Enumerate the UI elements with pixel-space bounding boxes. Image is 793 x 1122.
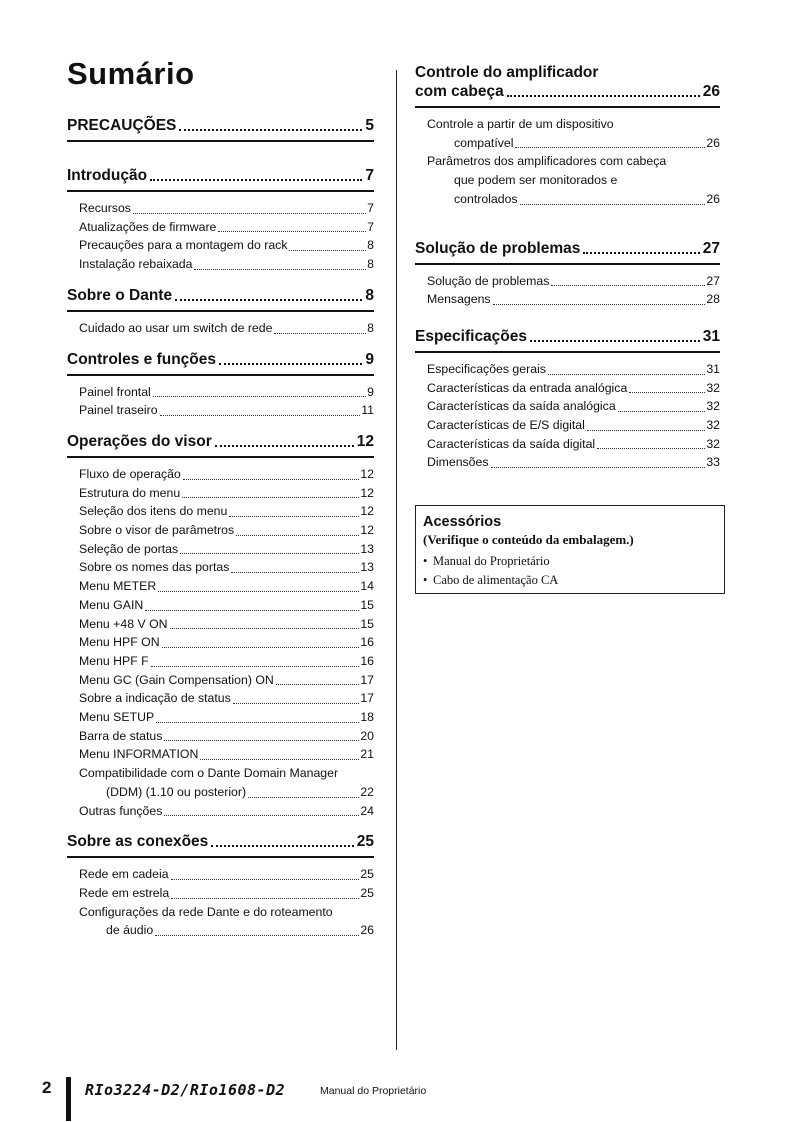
model-name: RIo3224-D2/RIo1608-D2 (85, 1081, 286, 1099)
item-label: Barra de status (79, 728, 163, 743)
toc-item[interactable] (427, 115, 720, 152)
dot-leader (164, 740, 359, 741)
dot-leader (551, 285, 705, 286)
accessories-box (415, 505, 725, 594)
item-label: Sobre a indicação de status (79, 691, 231, 706)
item-page: 14 (360, 579, 374, 594)
dot-leader (248, 797, 359, 798)
item-page: 33 (706, 455, 720, 470)
item-page: 12 (360, 466, 374, 481)
item-label-line2: compatível (454, 135, 514, 150)
item-page: 12 (360, 504, 374, 519)
list-item (423, 552, 717, 571)
toc-item[interactable] (79, 401, 374, 420)
toc-item[interactable] (79, 577, 374, 596)
item-page: 9 (367, 384, 374, 399)
accessories-subtitle: (Verifique o conteúdo da embalagem.) (423, 532, 634, 547)
accessory-label: Cabo de alimentação CA (433, 572, 559, 587)
item-label: Menu INFORMATION (79, 747, 199, 762)
item-page: 32 (706, 380, 720, 395)
toc-section-troubleshooting (415, 239, 720, 309)
dot-leader (229, 516, 359, 517)
item-page: 28 (706, 292, 720, 307)
heading-title: Sobre as conexões (67, 833, 209, 851)
dot-leader (182, 497, 359, 498)
dot-leader (170, 628, 360, 629)
item-label-line1: Configurações da rede Dante e do roteamento (79, 904, 333, 919)
heading-title: Sobre o Dante (67, 286, 173, 304)
heading-title-line1: Controle do amplificador (415, 64, 599, 81)
item-label: Outras funções (79, 803, 163, 818)
heading-page: 7 (365, 167, 374, 184)
item-page: 17 (360, 691, 374, 706)
item-page: 26 (706, 135, 720, 150)
item-page: 31 (706, 361, 720, 376)
item-label: Dimensões (427, 455, 489, 470)
toc-item[interactable] (79, 199, 374, 218)
toc-right-column (415, 63, 720, 484)
dot-leader (215, 445, 354, 447)
dot-leader (180, 553, 359, 554)
item-label: Rede em cadeia (79, 867, 169, 882)
item-label: Seleção dos itens do menu (79, 504, 228, 519)
item-label: Fluxo de operação (79, 466, 181, 481)
toc-heading[interactable] (415, 63, 720, 108)
toc-item[interactable] (79, 865, 374, 884)
heading-page: 5 (365, 117, 374, 134)
item-page: 22 (360, 784, 374, 799)
item-label-line2: (DDM) (1.10 ou posterior) (106, 784, 247, 799)
toc-item[interactable] (79, 802, 374, 821)
accessories-list (423, 552, 717, 589)
item-label: Atualizações de firmware (79, 219, 217, 234)
dot-leader (520, 204, 706, 205)
item-page: 12 (360, 523, 374, 538)
dot-leader (507, 95, 700, 97)
item-label: Sobre o visor de parâmetros (79, 523, 235, 538)
dot-leader (150, 179, 362, 181)
toc-item[interactable] (427, 453, 720, 472)
item-label: Características da saída digital (427, 436, 596, 451)
toc-item[interactable] (79, 689, 374, 708)
heading-page: 31 (702, 327, 720, 345)
item-label: Menu HPF ON (79, 635, 160, 650)
toc-heading[interactable] (67, 432, 374, 458)
item-page: 25 (360, 885, 374, 900)
dot-leader (236, 535, 359, 536)
heading-page: 26 (702, 83, 720, 100)
item-label: Menu HPF F (79, 653, 149, 668)
item-page: 7 (367, 201, 374, 215)
item-page: 26 (360, 923, 374, 938)
item-label: Menu GAIN (79, 597, 144, 612)
dot-leader (211, 845, 353, 847)
item-page: 32 (706, 418, 720, 433)
toc-item[interactable] (79, 745, 374, 764)
dot-leader (493, 304, 706, 305)
item-label: Menu METER (79, 579, 157, 594)
toc-section-dante (67, 286, 374, 338)
toc-item[interactable] (427, 435, 720, 454)
heading-title: Especificações (415, 327, 528, 345)
item-label: Seleção de portas (79, 541, 179, 556)
dot-leader (145, 610, 359, 611)
item-page: 20 (360, 728, 374, 743)
toc-section-controls (67, 350, 374, 420)
item-label-line1: Parâmetros dos amplificadores com cabeça (427, 154, 667, 169)
toc-item[interactable] (79, 596, 374, 615)
toc-item[interactable] (79, 558, 374, 577)
item-page: 13 (360, 541, 374, 556)
dot-leader (218, 231, 366, 232)
item-page: 15 (360, 616, 374, 631)
heading-page: 25 (356, 833, 374, 851)
item-page: 15 (360, 597, 374, 612)
item-page: 7 (367, 219, 374, 234)
toc-item[interactable] (79, 884, 374, 903)
heading-title: PRECAUÇÕES (67, 117, 177, 134)
item-label: Características da entrada analógica (427, 380, 628, 395)
column-divider (396, 70, 397, 1050)
list-item (423, 571, 717, 590)
toc-heading[interactable] (67, 286, 374, 312)
item-page: 8 (367, 257, 374, 272)
item-label: Painel traseiro (79, 403, 158, 418)
bullet-icon: • (423, 572, 428, 587)
item-label: Menu GC (Gain Compensation) ON (79, 672, 274, 687)
dot-leader (274, 333, 366, 334)
dot-leader (171, 879, 360, 880)
dot-leader (491, 467, 706, 468)
toc-item[interactable] (79, 218, 374, 237)
dot-leader (133, 213, 366, 214)
item-label-line1: Compatibilidade com o Dante Domain Manager (79, 766, 339, 781)
heading-page: 9 (365, 350, 374, 368)
item-label: Menu SETUP (79, 710, 155, 725)
toc-item[interactable] (79, 521, 374, 540)
item-page: 8 (367, 320, 374, 335)
toc-item[interactable] (427, 290, 720, 309)
item-page: 18 (360, 710, 374, 725)
toc-item[interactable] (79, 383, 374, 402)
item-label: Sobre os nomes das portas (79, 560, 230, 575)
toc-item[interactable] (79, 484, 374, 503)
item-page: 32 (706, 436, 720, 451)
toc-heading[interactable] (67, 166, 374, 192)
item-page: 32 (706, 399, 720, 414)
dot-leader (194, 269, 366, 270)
item-page: 16 (360, 635, 374, 650)
toc-heading[interactable] (67, 832, 374, 858)
toc-heading[interactable] (415, 327, 720, 353)
dot-leader (515, 147, 705, 148)
dot-leader (164, 815, 359, 816)
heading-title: Introdução (67, 167, 148, 184)
item-label: Painel frontal (79, 384, 151, 399)
dot-leader (276, 684, 360, 685)
item-label: Características de E/S digital (427, 418, 585, 433)
item-label: Mensagens (427, 292, 491, 307)
toc-item[interactable] (79, 236, 374, 255)
toc-item[interactable] (427, 152, 720, 208)
dot-leader (155, 935, 359, 936)
toc-item[interactable] (427, 379, 720, 398)
toc-heading[interactable] (67, 116, 374, 142)
accessories-title: Acessórios (423, 514, 502, 530)
toc-item[interactable] (427, 272, 720, 291)
toc-item[interactable] (79, 764, 374, 801)
dot-leader (156, 722, 359, 723)
item-label: Recursos (79, 201, 131, 215)
dot-leader (162, 647, 360, 648)
item-page: 12 (360, 485, 374, 500)
item-page: 17 (360, 672, 374, 687)
item-label: Instalação rebaixada (79, 257, 193, 272)
page-number: 2 (42, 1078, 52, 1097)
heading-title: Controles e funções (67, 350, 216, 368)
heading-title: Solução de problemas (415, 239, 581, 257)
dot-leader (587, 430, 705, 431)
toc-heading[interactable] (415, 239, 720, 265)
item-label-line2: de áudio (106, 923, 154, 938)
dot-leader (151, 666, 360, 667)
toc-section-precautions (67, 116, 374, 142)
item-label-line1: Controle a partir de um dispositivo (427, 117, 614, 131)
dot-leader (583, 252, 699, 254)
toc-item[interactable] (79, 903, 374, 940)
item-page: 8 (367, 238, 374, 253)
document-name: Manual do Proprietário (320, 1085, 427, 1097)
item-label: Cuidado ao usar um switch de rede (79, 320, 273, 335)
toc-heading[interactable] (67, 350, 374, 376)
dot-leader (618, 411, 706, 412)
accessory-label: Manual do Proprietário (433, 554, 550, 568)
item-label: Especificações gerais (427, 361, 546, 376)
footer-bar (66, 1077, 71, 1121)
item-page: 24 (360, 803, 374, 818)
dot-leader (548, 374, 705, 375)
item-label: Características da saída analógica (427, 399, 616, 414)
toc-item[interactable] (79, 540, 374, 559)
toc-section-amplifier (415, 63, 720, 209)
toc-item[interactable] (79, 708, 374, 727)
dot-leader (153, 396, 366, 397)
toc-item[interactable] (79, 502, 374, 521)
item-page: 26 (706, 191, 720, 206)
dot-leader (289, 250, 366, 251)
item-page: 27 (706, 273, 720, 288)
dot-leader (597, 448, 705, 449)
toc-item[interactable] (79, 465, 374, 484)
toc-item[interactable] (427, 397, 720, 416)
heading-page: 12 (356, 432, 374, 450)
item-page: 21 (360, 747, 374, 762)
item-page: 13 (360, 560, 374, 575)
dot-leader (233, 703, 360, 704)
item-label: Solução de problemas (427, 273, 550, 288)
toc-item[interactable] (427, 360, 720, 379)
heading-page: 27 (702, 239, 720, 257)
dot-leader (171, 898, 359, 899)
item-label-line3: controlados (454, 191, 518, 206)
item-label: Menu +48 V ON (79, 616, 168, 631)
page-title: Sumário (67, 56, 195, 91)
dot-leader (200, 759, 359, 760)
item-page: 11 (361, 403, 374, 418)
dot-leader (231, 572, 359, 573)
bullet-icon: • (423, 554, 428, 568)
toc-item[interactable] (79, 615, 374, 634)
toc-item[interactable] (427, 416, 720, 435)
dot-leader (219, 363, 362, 365)
toc-item[interactable] (79, 652, 374, 671)
toc-item[interactable] (79, 633, 374, 652)
dot-leader (175, 299, 362, 301)
item-page: 16 (360, 653, 374, 668)
dot-leader (629, 392, 705, 393)
heading-title-line2: com cabeça (415, 83, 504, 100)
toc-section-display-operations (67, 432, 374, 820)
item-page: 25 (360, 867, 374, 882)
dot-leader (530, 340, 700, 342)
dot-leader (183, 479, 359, 480)
toc-section-connections (67, 832, 374, 940)
toc-item[interactable] (79, 319, 374, 338)
toc-section-specifications (415, 327, 720, 472)
item-label: Precauções para a montagem do rack (79, 238, 288, 253)
toc-section-introduction (67, 166, 374, 274)
toc-item[interactable] (79, 671, 374, 690)
heading-page: 8 (365, 286, 374, 304)
item-label-line2: que podem ser monitorados e (454, 173, 618, 188)
heading-title: Operações do visor (67, 432, 212, 450)
toc-left-column (67, 116, 374, 952)
toc-item[interactable] (79, 727, 374, 746)
dot-leader (158, 591, 359, 592)
toc-item[interactable] (79, 255, 374, 274)
dot-leader (160, 415, 361, 416)
item-label: Estrutura do menu (79, 485, 181, 500)
dot-leader (179, 129, 362, 131)
item-label: Rede em estrela (79, 885, 170, 900)
